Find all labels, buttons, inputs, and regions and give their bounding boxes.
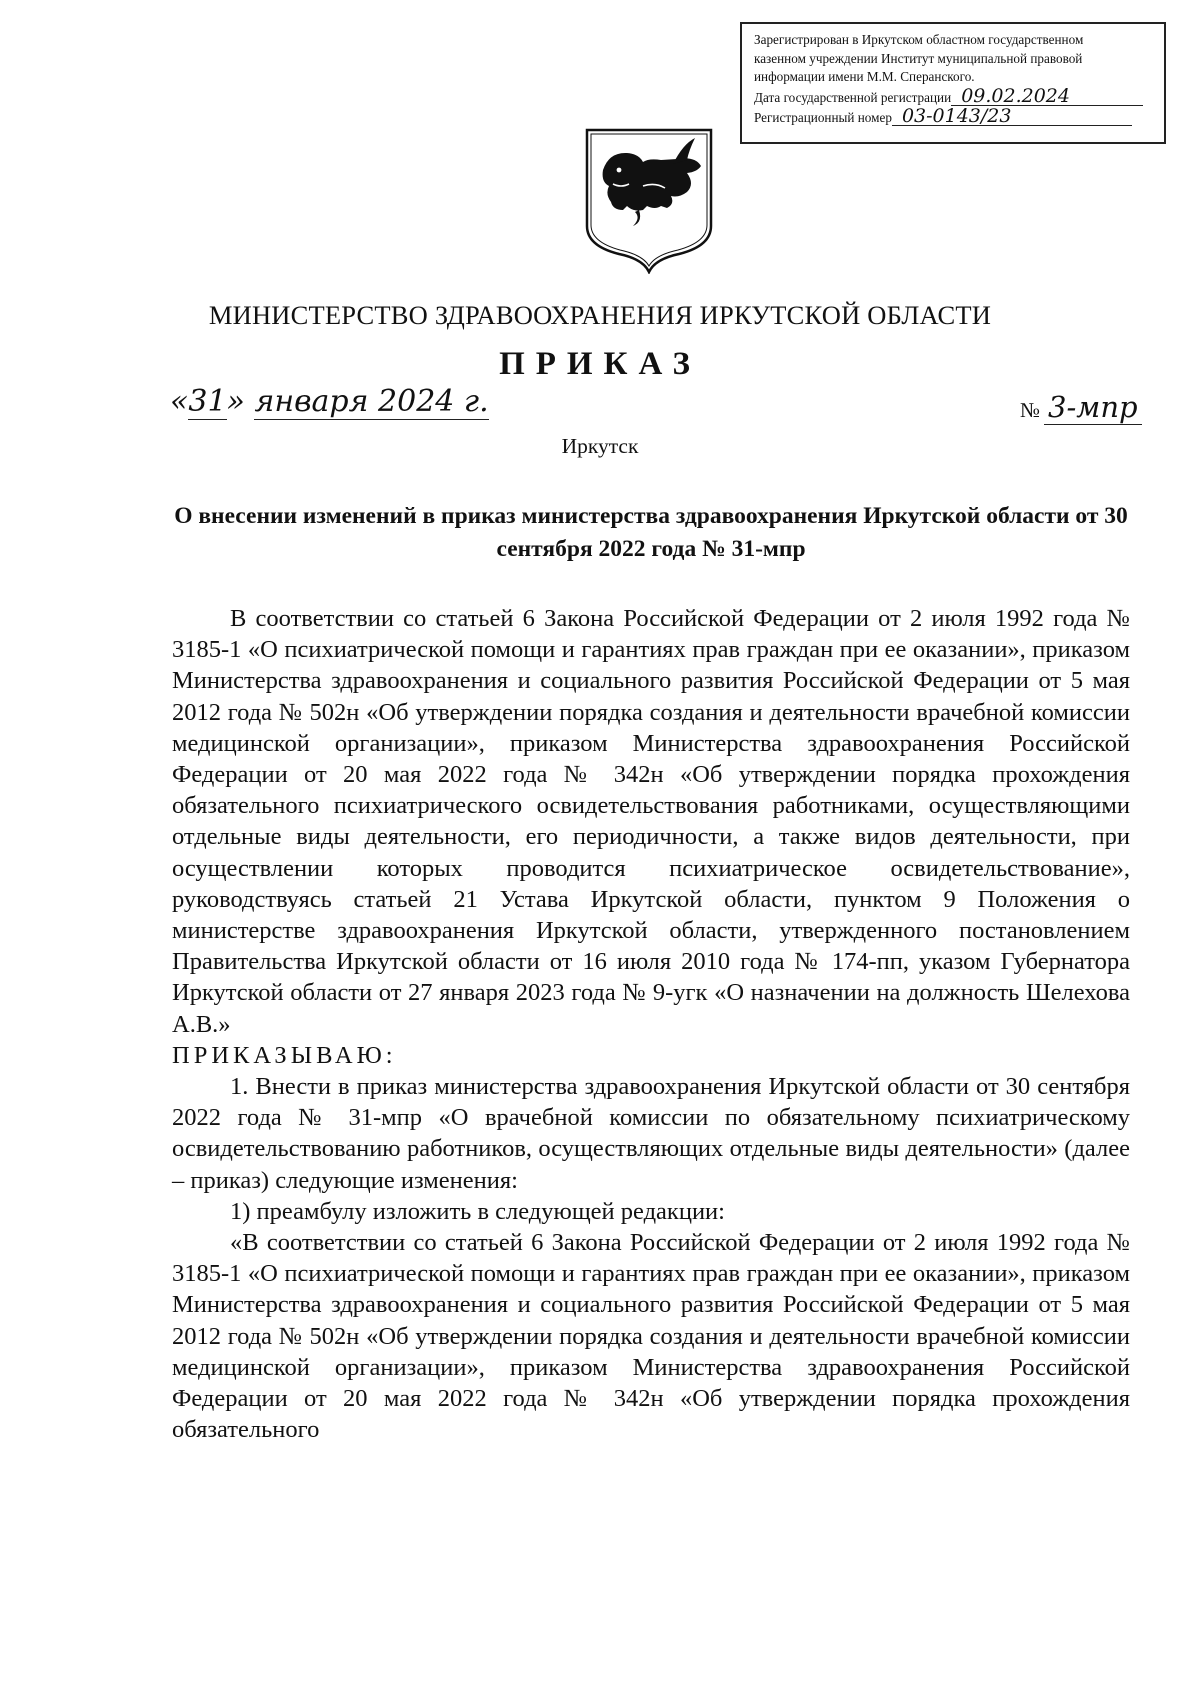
order-word: ПРИКАЗЫВАЮ: (172, 1041, 397, 1069)
item-1: 1. Внести в приказ министерства здравоохранения Иркутской области от 30 сентября 2022 года № 31-мпр «О врачебной комиссии по обязательному психиатрическому освидетельствованию работников, осуществляющих отдельные виды деятельности» (далее – приказ) следующие изменения: (172, 1073, 1130, 1194)
date-open-quote: « (170, 384, 189, 419)
document-body (172, 603, 1130, 1445)
order-date (170, 384, 489, 419)
number-sign: № (1020, 398, 1041, 422)
stamp-date-row (754, 84, 1154, 108)
city: Иркутск (561, 434, 639, 458)
stamp-reg-value: 03-0143/23 (892, 107, 1132, 126)
stamp-line-1: Зарегистрирован в Иркутском областном государственном (754, 32, 1084, 47)
ministry-name: МИНИСТЕРСТВО ЗДРАВООХРАНЕНИЯ ИРКУТСКОЙ ОБЛАСТИ (208, 300, 992, 330)
document-title: ПРИКАЗ (499, 346, 701, 382)
registration-stamp (740, 22, 1166, 144)
document-heading: О внесении изменений в приказ министерства здравоохранения Иркутской области от 30 сентября 2022 года № 31-мпр (174, 503, 1128, 562)
stamp-reg-row (754, 107, 1154, 128)
coat-of-arms-icon (583, 126, 715, 274)
stamp-line-2: казенном учреждении Институт муниципальной правовой (754, 50, 1083, 66)
date-day: 31 (188, 384, 227, 419)
stamp-date-value: 09.02.2024 (951, 87, 1143, 106)
date-close-quote: » (226, 384, 245, 419)
number-value: 3-мпр (1044, 390, 1142, 425)
stamp-reg-label: Регистрационный номер (754, 110, 892, 125)
stamp-line-3: информации имени М.М. Сперанского. (754, 69, 975, 84)
item-1-1: 1) преамбулу изложить в следующей редакции: (230, 1197, 725, 1225)
date-month-year: января 2024 г. (254, 384, 489, 419)
quoted-preamble: «В соответствии со статьей 6 Закона Российской Федерации от 2 июля 1992 года № 3185-1 «О психиатрической помощи и гарантиях прав граждан при ее оказании», приказом Министерства здравоохранения и социального развития Российской Федерации от 5 мая 2012 года № 502н «Об утверждении порядка создания и деятельности врачебной комиссии медицинской организации», приказом Министерства здравоохранения Российской Федерации от 20 мая 2022 года № 342н «Об утверждении порядка прохождения обязательного (172, 1229, 1130, 1444)
stamp-date-label: Дата государственной регистрации (754, 89, 952, 105)
order-number (1020, 390, 1142, 424)
preamble-paragraph: В соответствии со статьей 6 Закона Российской Федерации от 2 июля 1992 года № 3185-1 «О психиатрической помощи и гарантиях прав граждан при ее оказании», приказом Министерства здравоохранения и социального развития Российской Федерации от 5 мая 2012 года № 502н «Об утверждении порядка создания и деятельности врачебной комиссии медицинской организации», приказом Министерства здравоохранения Российской Федерации от 20 мая 2022 года № 342н «Об утверждении порядка прохождения обязательного психиатрического освидетельствования работниками, осуществляющими отдельные виды деятельности, его периодичности, а также видов деятельности, при осуществлении которых проводится психиатрическое освидетельствование», руководствуясь статьей 21 Устава Иркутской области, пунктом 9 Положения о министерстве здравоохранения Иркутской области, утвержденного постановлением Правительства Иркутской области от 16 июля 2010 года № 174-пп, указом Губернатора Иркутской области от 27 января 2023 года № 9-угк «О назначении на должность Шелехова А.В.» (172, 605, 1130, 1038)
